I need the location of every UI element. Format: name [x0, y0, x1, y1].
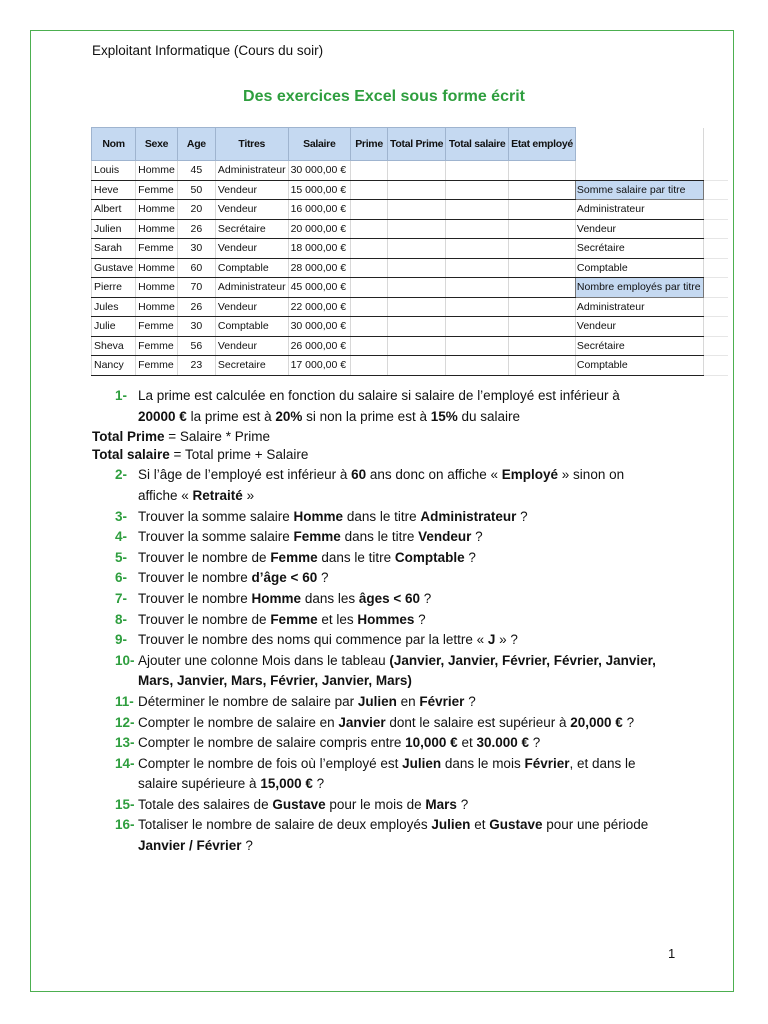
empty-cell — [446, 219, 509, 239]
empty-cell — [446, 239, 509, 259]
cell-nom: Gustave — [92, 258, 136, 278]
cell-nom: Pierre — [92, 278, 136, 298]
cell-titre: Secretaire — [215, 356, 288, 376]
cell-nom: Jules — [92, 297, 136, 317]
table-row — [92, 180, 729, 200]
cell-age: 70 — [177, 278, 215, 298]
side-cell — [575, 161, 703, 181]
cell-sexe: Femme — [136, 356, 178, 376]
empty-cell — [388, 180, 446, 200]
formula-total-salaire: Total salaire = Total prime + Salaire — [92, 446, 309, 462]
empty-cell — [351, 278, 388, 298]
cell-age: 20 — [177, 200, 215, 220]
cell-age: 26 — [177, 297, 215, 317]
cell-titre: Vendeur — [215, 297, 288, 317]
empty-cell — [703, 278, 728, 298]
question-3: 3- Trouver la somme salaire Homme dans le titre Administrateur ? — [115, 508, 528, 524]
empty-cell — [351, 356, 388, 376]
cell-sal: 28 000,00 € — [288, 258, 350, 278]
col-header-etat-employe: Etat employé — [509, 128, 576, 161]
question-1 — [92, 386, 692, 427]
cell-sexe: Femme — [136, 317, 178, 337]
question-5: 5- Trouver le nombre de Femme dans le titre Comptable ? — [115, 549, 476, 565]
table-row — [92, 297, 729, 317]
question-text: La prime est calculée en fonction du salaire si salaire de l’employé est inférieur à 20000 € la prime est à 20% si non la prime est à 15% du salaire — [138, 388, 620, 424]
empty-cell — [509, 180, 576, 200]
cell-sal: 30 000,00 € — [288, 317, 350, 337]
cell-nom: Julien — [92, 219, 136, 239]
empty-cell — [509, 278, 576, 298]
question-16: 16- Totaliser le nombre de salaire de deux employés Julien et Gustave pour une période Janvier / Février ? — [115, 817, 649, 854]
empty-cell — [446, 317, 509, 337]
empty-cell — [509, 219, 576, 239]
empty-cell — [703, 356, 728, 376]
side-cell: Secrétaire — [575, 239, 703, 259]
table-row — [92, 200, 729, 220]
cell-sal: 26 000,00 € — [288, 336, 350, 356]
question-4: 4- Trouver la somme salaire Femme dans le titre Vendeur ? — [115, 529, 483, 545]
cell-age: 60 — [177, 258, 215, 278]
cell-sexe: Homme — [136, 161, 178, 181]
table-row — [92, 317, 729, 337]
cell-sexe: Femme — [136, 336, 178, 356]
cell-age: 50 — [177, 180, 215, 200]
document-header: Exploitant Informatique (Cours du soir) — [92, 43, 324, 58]
side-cell: Nombre employés par titre — [575, 278, 703, 298]
question-6: 6- Trouver le nombre d’âge < 60 ? — [115, 570, 329, 586]
cell-titre: Secrétaire — [215, 219, 288, 239]
formula-total-prime: Total Prime = Salaire * Prime — [92, 429, 270, 445]
empty-cell — [703, 239, 728, 259]
empty-cell — [446, 200, 509, 220]
col-header-sexe: Sexe — [136, 128, 178, 161]
question-11: 11- Déterminer le nombre de salaire par Julien en Février ? — [115, 693, 476, 709]
cell-titre: Administrateur — [215, 161, 288, 181]
empty-cell — [351, 336, 388, 356]
cell-sal: 16 000,00 € — [288, 200, 350, 220]
empty-cell — [446, 297, 509, 317]
col-header-prime: Prime — [351, 128, 388, 161]
empty-cell — [509, 258, 576, 278]
empty-cell — [388, 161, 446, 181]
empty-cell — [388, 356, 446, 376]
cell-sexe: Homme — [136, 200, 178, 220]
cell-nom: Louis — [92, 161, 136, 181]
empty-cell — [509, 317, 576, 337]
cell-sal: 22 000,00 € — [288, 297, 350, 317]
empty-cell — [703, 336, 728, 356]
question-14: 14- Compter le nombre de fois où l’employé est Julien dans le mois Février, et dans le salaire supérieure à 15,000 € ? — [115, 755, 636, 792]
empty-cell — [351, 297, 388, 317]
cell-sal: 17 000,00 € — [288, 356, 350, 376]
side-cell: Administrateur — [575, 200, 703, 220]
cell-sal: 45 000,00 € — [288, 278, 350, 298]
cell-nom: Sarah — [92, 239, 136, 259]
cell-titre: Vendeur — [215, 180, 288, 200]
empty-cell — [703, 219, 728, 239]
empty-cell — [703, 297, 728, 317]
empty-cell — [388, 317, 446, 337]
question-2: 2- Si l’âge de l’employé est inférieur à 60 ans donc on affiche « Employé » sinon on affiche « Retraité » — [115, 467, 625, 503]
empty-cell — [351, 161, 388, 181]
empty-cell — [351, 219, 388, 239]
question-13: 13- Compter le nombre de salaire compris entre 10,000 € et 30.000 € ? — [115, 735, 541, 751]
cell-age: 30 — [177, 239, 215, 259]
cell-age: 56 — [177, 336, 215, 356]
empty-cell — [703, 258, 728, 278]
empty-cell — [575, 128, 703, 161]
side-cell: Vendeur — [575, 219, 703, 239]
cell-nom: Nancy — [92, 356, 136, 376]
table-row — [92, 278, 729, 298]
col-header-total-prime: Total Prime — [388, 128, 446, 161]
empty-cell — [351, 239, 388, 259]
spreadsheet-table — [91, 127, 728, 376]
col-header-nom: Nom — [92, 128, 136, 161]
question-8: 8- Trouver le nombre de Femme et les Hommes ? — [115, 611, 426, 627]
empty-cell — [703, 180, 728, 200]
cell-sexe: Homme — [136, 258, 178, 278]
cell-age: 45 — [177, 161, 215, 181]
cell-age: 23 — [177, 356, 215, 376]
cell-nom: Albert — [92, 200, 136, 220]
table-row — [92, 239, 729, 259]
col-header-titres: Titres — [215, 128, 288, 161]
empty-cell — [351, 180, 388, 200]
document-title: Des exercices Excel sous forme écrit — [243, 88, 525, 105]
table-row — [92, 356, 729, 376]
empty-cell — [446, 258, 509, 278]
empty-cell — [703, 317, 728, 337]
cell-sexe: Homme — [136, 297, 178, 317]
cell-nom: Julie — [92, 317, 136, 337]
question-9: 9- Trouver le nombre des noms qui commence par la lettre « J » ? — [115, 632, 518, 648]
cell-age: 26 — [177, 219, 215, 239]
empty-cell — [388, 239, 446, 259]
empty-cell — [351, 200, 388, 220]
question-15: 15- Totale des salaires de Gustave pour le mois de Mars ? — [115, 796, 469, 812]
empty-cell — [446, 180, 509, 200]
table-row — [92, 336, 729, 356]
empty-cell — [446, 278, 509, 298]
exercise-list — [92, 386, 692, 857]
side-cell: Somme salaire par titre — [575, 180, 703, 200]
empty-cell — [509, 161, 576, 181]
empty-cell — [388, 297, 446, 317]
empty-cell — [388, 219, 446, 239]
empty-cell — [509, 336, 576, 356]
cell-titre: Administrateur — [215, 278, 288, 298]
cell-titre: Vendeur — [215, 336, 288, 356]
cell-age: 30 — [177, 317, 215, 337]
table-row — [92, 258, 729, 278]
empty-cell — [446, 356, 509, 376]
col-header-age: Age — [177, 128, 215, 161]
cell-sal: 20 000,00 € — [288, 219, 350, 239]
empty-cell — [446, 336, 509, 356]
empty-cell — [509, 297, 576, 317]
side-cell: Administrateur — [575, 297, 703, 317]
empty-cell — [388, 336, 446, 356]
cell-titre: Comptable — [215, 258, 288, 278]
empty-cell — [388, 258, 446, 278]
question-12: 12- Compter le nombre de salaire en Janvier dont le salaire est supérieur à 20,000 € ? — [115, 714, 635, 730]
cell-sal: 15 000,00 € — [288, 180, 350, 200]
side-cell: Secrétaire — [575, 336, 703, 356]
col-header-total-salaire: Total salaire — [446, 128, 509, 161]
cell-sal: 30 000,00 € — [288, 161, 350, 181]
cell-sexe: Femme — [136, 239, 178, 259]
side-cell: Comptable — [575, 258, 703, 278]
cell-sal: 18 000,00 € — [288, 239, 350, 259]
side-cell: Comptable — [575, 356, 703, 376]
question-10: 10- Ajouter une colonne Mois dans le tableau (Janvier, Janvier, Février, Février, Janvier, Mars, Janvier, Mars, Février, Janvier, Mars) — [115, 652, 656, 689]
page-number: 1 — [668, 946, 676, 961]
empty-cell — [509, 356, 576, 376]
empty-cell — [509, 200, 576, 220]
cell-nom: Heve — [92, 180, 136, 200]
empty-cell — [703, 128, 728, 161]
empty-cell — [351, 317, 388, 337]
empty-cell — [351, 258, 388, 278]
cell-nom: Sheva — [92, 336, 136, 356]
table-header-row — [92, 128, 729, 161]
empty-cell — [388, 278, 446, 298]
cell-titre: Vendeur — [215, 200, 288, 220]
empty-cell — [446, 161, 509, 181]
table-row — [92, 161, 729, 181]
empty-cell — [509, 239, 576, 259]
cell-sexe: Homme — [136, 278, 178, 298]
cell-titre: Comptable — [215, 317, 288, 337]
question-7: 7- Trouver le nombre Homme dans les âges < 60 ? — [115, 590, 432, 606]
cell-sexe: Femme — [136, 180, 178, 200]
cell-titre: Vendeur — [215, 239, 288, 259]
cell-sexe: Homme — [136, 219, 178, 239]
side-cell: Vendeur — [575, 317, 703, 337]
empty-cell — [703, 161, 728, 181]
empty-cell — [703, 200, 728, 220]
table-row — [92, 219, 729, 239]
empty-cell — [388, 200, 446, 220]
question-number: 1- — [115, 388, 128, 403]
col-header-salaire: Salaire — [288, 128, 350, 161]
